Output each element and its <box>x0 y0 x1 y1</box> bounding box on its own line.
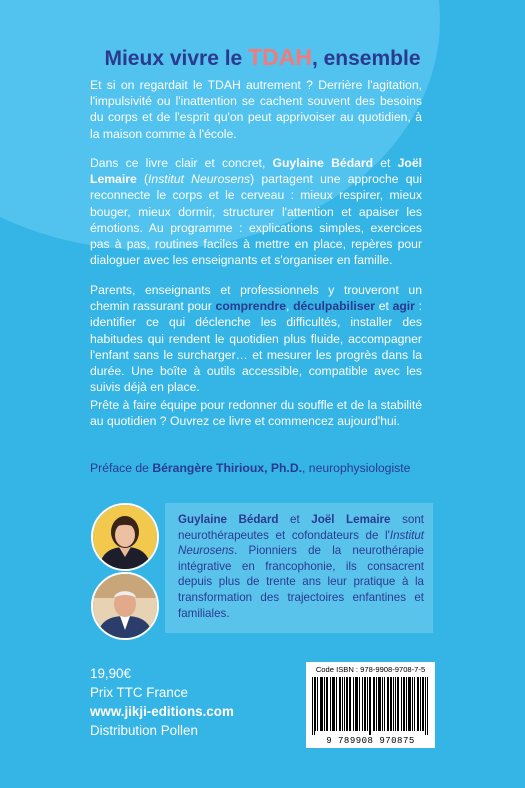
p2-paren: ( <box>136 172 149 187</box>
barcode-bar <box>397 677 398 731</box>
barcode-bar <box>321 677 322 731</box>
author-photo-joel <box>91 572 159 640</box>
barcode-bar <box>417 677 418 731</box>
barcode-bar <box>353 677 354 731</box>
preface-name: Bérangère Thirioux, Ph.D. <box>152 461 303 475</box>
p3-lead: Parents, enseignants et professionnels y trouveront un chemin rassurant pour <box>90 283 422 314</box>
barcode-bar <box>412 677 413 731</box>
p2-institute: Institut Neurosens <box>148 172 251 187</box>
barcode-bar <box>410 677 411 731</box>
barcode-bar <box>344 677 345 731</box>
paragraph-call-to-action: Prête à faire équipe pour redonner du souffle et de la stabilité au quotidien ? Ouvrez ce livre et commencez aujourd'hui. <box>90 398 422 429</box>
barcode-bar <box>357 677 358 731</box>
preface-suffix: , neurophysiologiste <box>302 461 411 475</box>
isbn-label: Code ISBN : 978-9908-9708-7-5 <box>315 665 426 674</box>
p2-author-2: Joël Lemaire <box>90 156 422 187</box>
barcode-bar <box>376 677 377 731</box>
barcode-bar <box>393 677 394 731</box>
barcode-bar <box>364 677 365 731</box>
barcode-bar <box>314 677 315 735</box>
barcode-bar <box>317 677 318 731</box>
author-bio <box>178 512 424 621</box>
title-end: , ensemble <box>311 47 421 70</box>
barcode-bar <box>315 677 316 731</box>
barcode-bar <box>362 677 363 731</box>
barcode-bar <box>395 677 396 731</box>
bio-text-a: sont neurothérapeutes et cofondateurs de l' <box>178 513 424 542</box>
barcode-bar <box>330 677 331 731</box>
title-start: Mieux vivre le <box>104 47 249 70</box>
p2-and: et <box>373 156 398 170</box>
barcode-bar <box>387 677 388 731</box>
barcode-bar <box>391 677 392 731</box>
barcode-bar <box>382 677 383 731</box>
barcode-bar <box>350 677 351 731</box>
barcode-bar <box>401 677 402 731</box>
p2-lead: Dans ce livre clair et concret, <box>90 156 273 170</box>
price-note: Prix TTC France <box>90 685 188 700</box>
bio-institute: Institut Neurosens <box>178 528 424 558</box>
barcode-bar <box>384 677 385 731</box>
barcode-bar <box>340 677 341 731</box>
bio-author-2: Joël Lemaire <box>311 513 391 526</box>
barcode-bar <box>346 677 347 731</box>
isbn-barcode <box>306 662 435 748</box>
barcode-bar <box>327 677 328 731</box>
barcode-bar <box>427 677 428 735</box>
paragraph-audience <box>90 282 422 395</box>
p2-author-1: Guylaine Bédard <box>272 156 374 170</box>
barcode-bar <box>355 677 356 731</box>
barcode-bar <box>398 677 399 731</box>
barcode-bar <box>380 677 381 731</box>
barcode-bar <box>356 677 357 731</box>
paragraph-intro: Et si on regardait le TDAH autrement ? Derrière l'agitation, l'impulsivité ou l'inattention se cachent souvent des besoins du corps et de l'esprit qu'on peut apprivoiser au quotidien, à la maison comme à l'école. <box>90 78 422 141</box>
barcode-bar <box>406 677 407 731</box>
barcode-bar <box>324 677 325 731</box>
barcode-bar <box>404 677 405 731</box>
barcode-bar <box>378 677 379 731</box>
barcode-bar <box>367 677 368 731</box>
barcode-bar <box>333 677 334 731</box>
author-photo-guylaine <box>91 503 159 571</box>
barcode-bar <box>420 677 421 731</box>
barcode-bar <box>365 677 366 731</box>
preface-credit <box>90 461 430 475</box>
barcode-bar <box>370 677 371 735</box>
p3-rest: : identifier ce qui déclenche les difficultés, installer des habitudes qui rendent le quotidien plus fluide, accompagner l'enfant sans le surcharger… et mesurer les progrès dans la durée. Une boîte à outils accessible, compatible avec les suivis déjà en place. <box>90 299 422 395</box>
title-highlight: TDAH <box>248 44 312 70</box>
barcode-bar <box>332 677 333 731</box>
barcode-bar <box>379 677 380 731</box>
p3-sep: , <box>285 299 294 314</box>
distribution-note: Distribution Pollen <box>90 723 198 738</box>
barcode-bar <box>414 677 415 731</box>
barcode-digits: 9 789908 970875 <box>326 736 415 746</box>
barcode-bar <box>339 677 340 731</box>
barcode-bar <box>342 677 343 731</box>
publisher-website[interactable]: www.jikji-editions.com <box>90 704 234 719</box>
barcode-bar <box>425 677 426 735</box>
barcode-bar <box>418 677 419 731</box>
p3-keyword-2: déculpabiliser <box>293 299 376 314</box>
barcode-bar <box>359 677 360 731</box>
bio-text-b: . Pionniers de la neurothérapie intégrative en francophonie, ils consacrent depuis plus de trente ans leur pratique à la transformation des trajectoires enfantines et familiales. <box>178 544 424 620</box>
barcode-bar <box>423 677 424 731</box>
barcode-bar <box>408 677 409 731</box>
barcode-bar <box>336 677 337 731</box>
barcode-bar <box>334 677 335 731</box>
cover-title <box>0 44 525 71</box>
barcode-bar <box>390 677 391 731</box>
p2-rest: ) partagent une approche qui reconnecte le corps et le cerveau : mieux respirer, mieux bouger, mieux dormir, structurer l'attention et apaiser les émotions. Au programme : explications simples, exercices pas à pas, routines faciles à mettre en place, repères pour dialoguer avec les enseignants et s'organiser en famille. <box>90 172 423 268</box>
p3-keyword-3: agir <box>392 299 415 314</box>
preface-prefix: Préface de <box>90 461 153 475</box>
barcode-bar <box>312 677 313 735</box>
barcode-bar <box>409 677 410 731</box>
p3-keyword-1: comprendre <box>215 299 286 314</box>
barcode-bar <box>422 677 423 731</box>
barcode-bar <box>320 677 321 731</box>
price-block <box>90 664 234 740</box>
p3-and: et <box>375 299 393 314</box>
barcode-bar <box>349 677 350 731</box>
barcode-bar <box>369 677 370 735</box>
barcode-bar <box>403 677 404 731</box>
bio-and: et <box>278 513 312 526</box>
barcode-bar <box>326 677 327 731</box>
barcode-bar <box>374 677 375 731</box>
barcode-bar <box>347 677 348 731</box>
bio-author-1: Guylaine Bédard <box>178 513 279 526</box>
barcode-bar <box>373 677 374 731</box>
barcode-bar <box>322 677 323 731</box>
barcode-bar <box>388 677 389 731</box>
paragraph-book <box>90 155 422 268</box>
price-amount: 19,90€ <box>90 666 131 681</box>
barcode-bars <box>312 677 429 735</box>
